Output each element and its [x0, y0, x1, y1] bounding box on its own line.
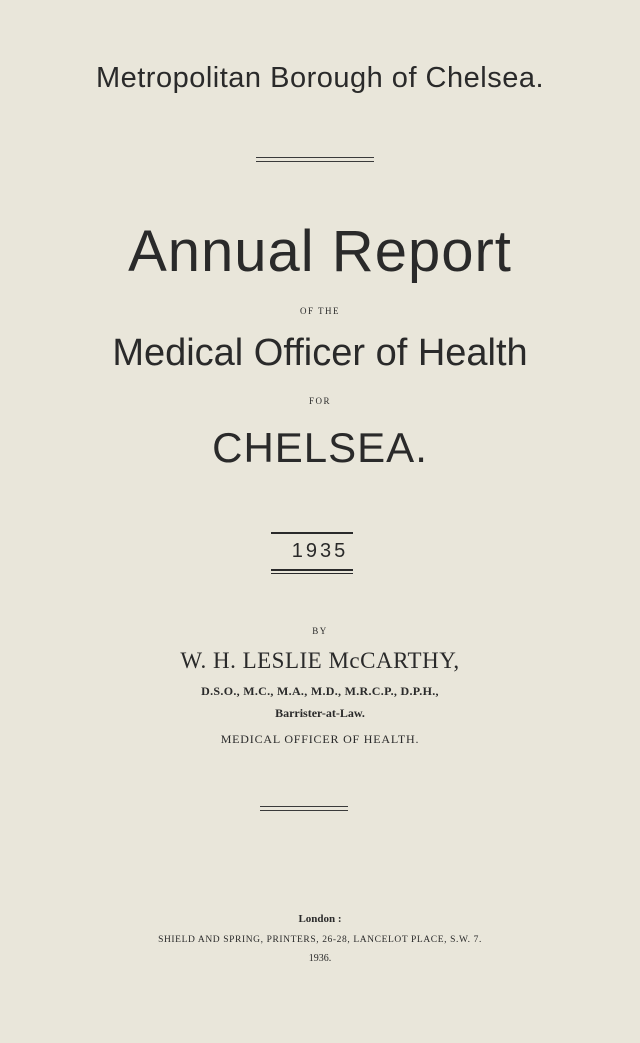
- year-rule-bottom: [271, 569, 353, 574]
- top-divider: [256, 157, 374, 162]
- officer-title: Medical Officer of Health: [112, 332, 528, 374]
- by-label: BY: [312, 626, 328, 636]
- year-rule-top: [271, 532, 353, 534]
- borough-heading: Metropolitan Borough of Chelsea.: [95, 62, 545, 94]
- of-the-label: OF THE: [299, 306, 341, 316]
- report-title: Annual Report: [128, 219, 512, 284]
- chelsea-title: CHELSEA.: [212, 424, 428, 471]
- imprint-place: London :: [298, 913, 342, 925]
- imprint-printers: SHIELD AND SPRING, PRINTERS, 26-28, LANCELOT PLACE, S.W. 7.: [158, 935, 482, 945]
- author-office: MEDICAL OFFICER OF HEALTH.: [220, 732, 420, 746]
- author-name: W. H. LESLIE McCARTHY,: [180, 648, 460, 673]
- bottom-divider: [260, 806, 348, 811]
- author-degrees: D.S.O., M.C., M.A., M.D., M.R.C.P., D.P.H.,: [201, 684, 439, 698]
- for-label: FOR: [308, 396, 331, 406]
- author-barrister: Barrister-at-Law.: [275, 706, 365, 720]
- imprint-year: 1936.: [308, 953, 332, 964]
- report-year: 1935: [291, 540, 349, 562]
